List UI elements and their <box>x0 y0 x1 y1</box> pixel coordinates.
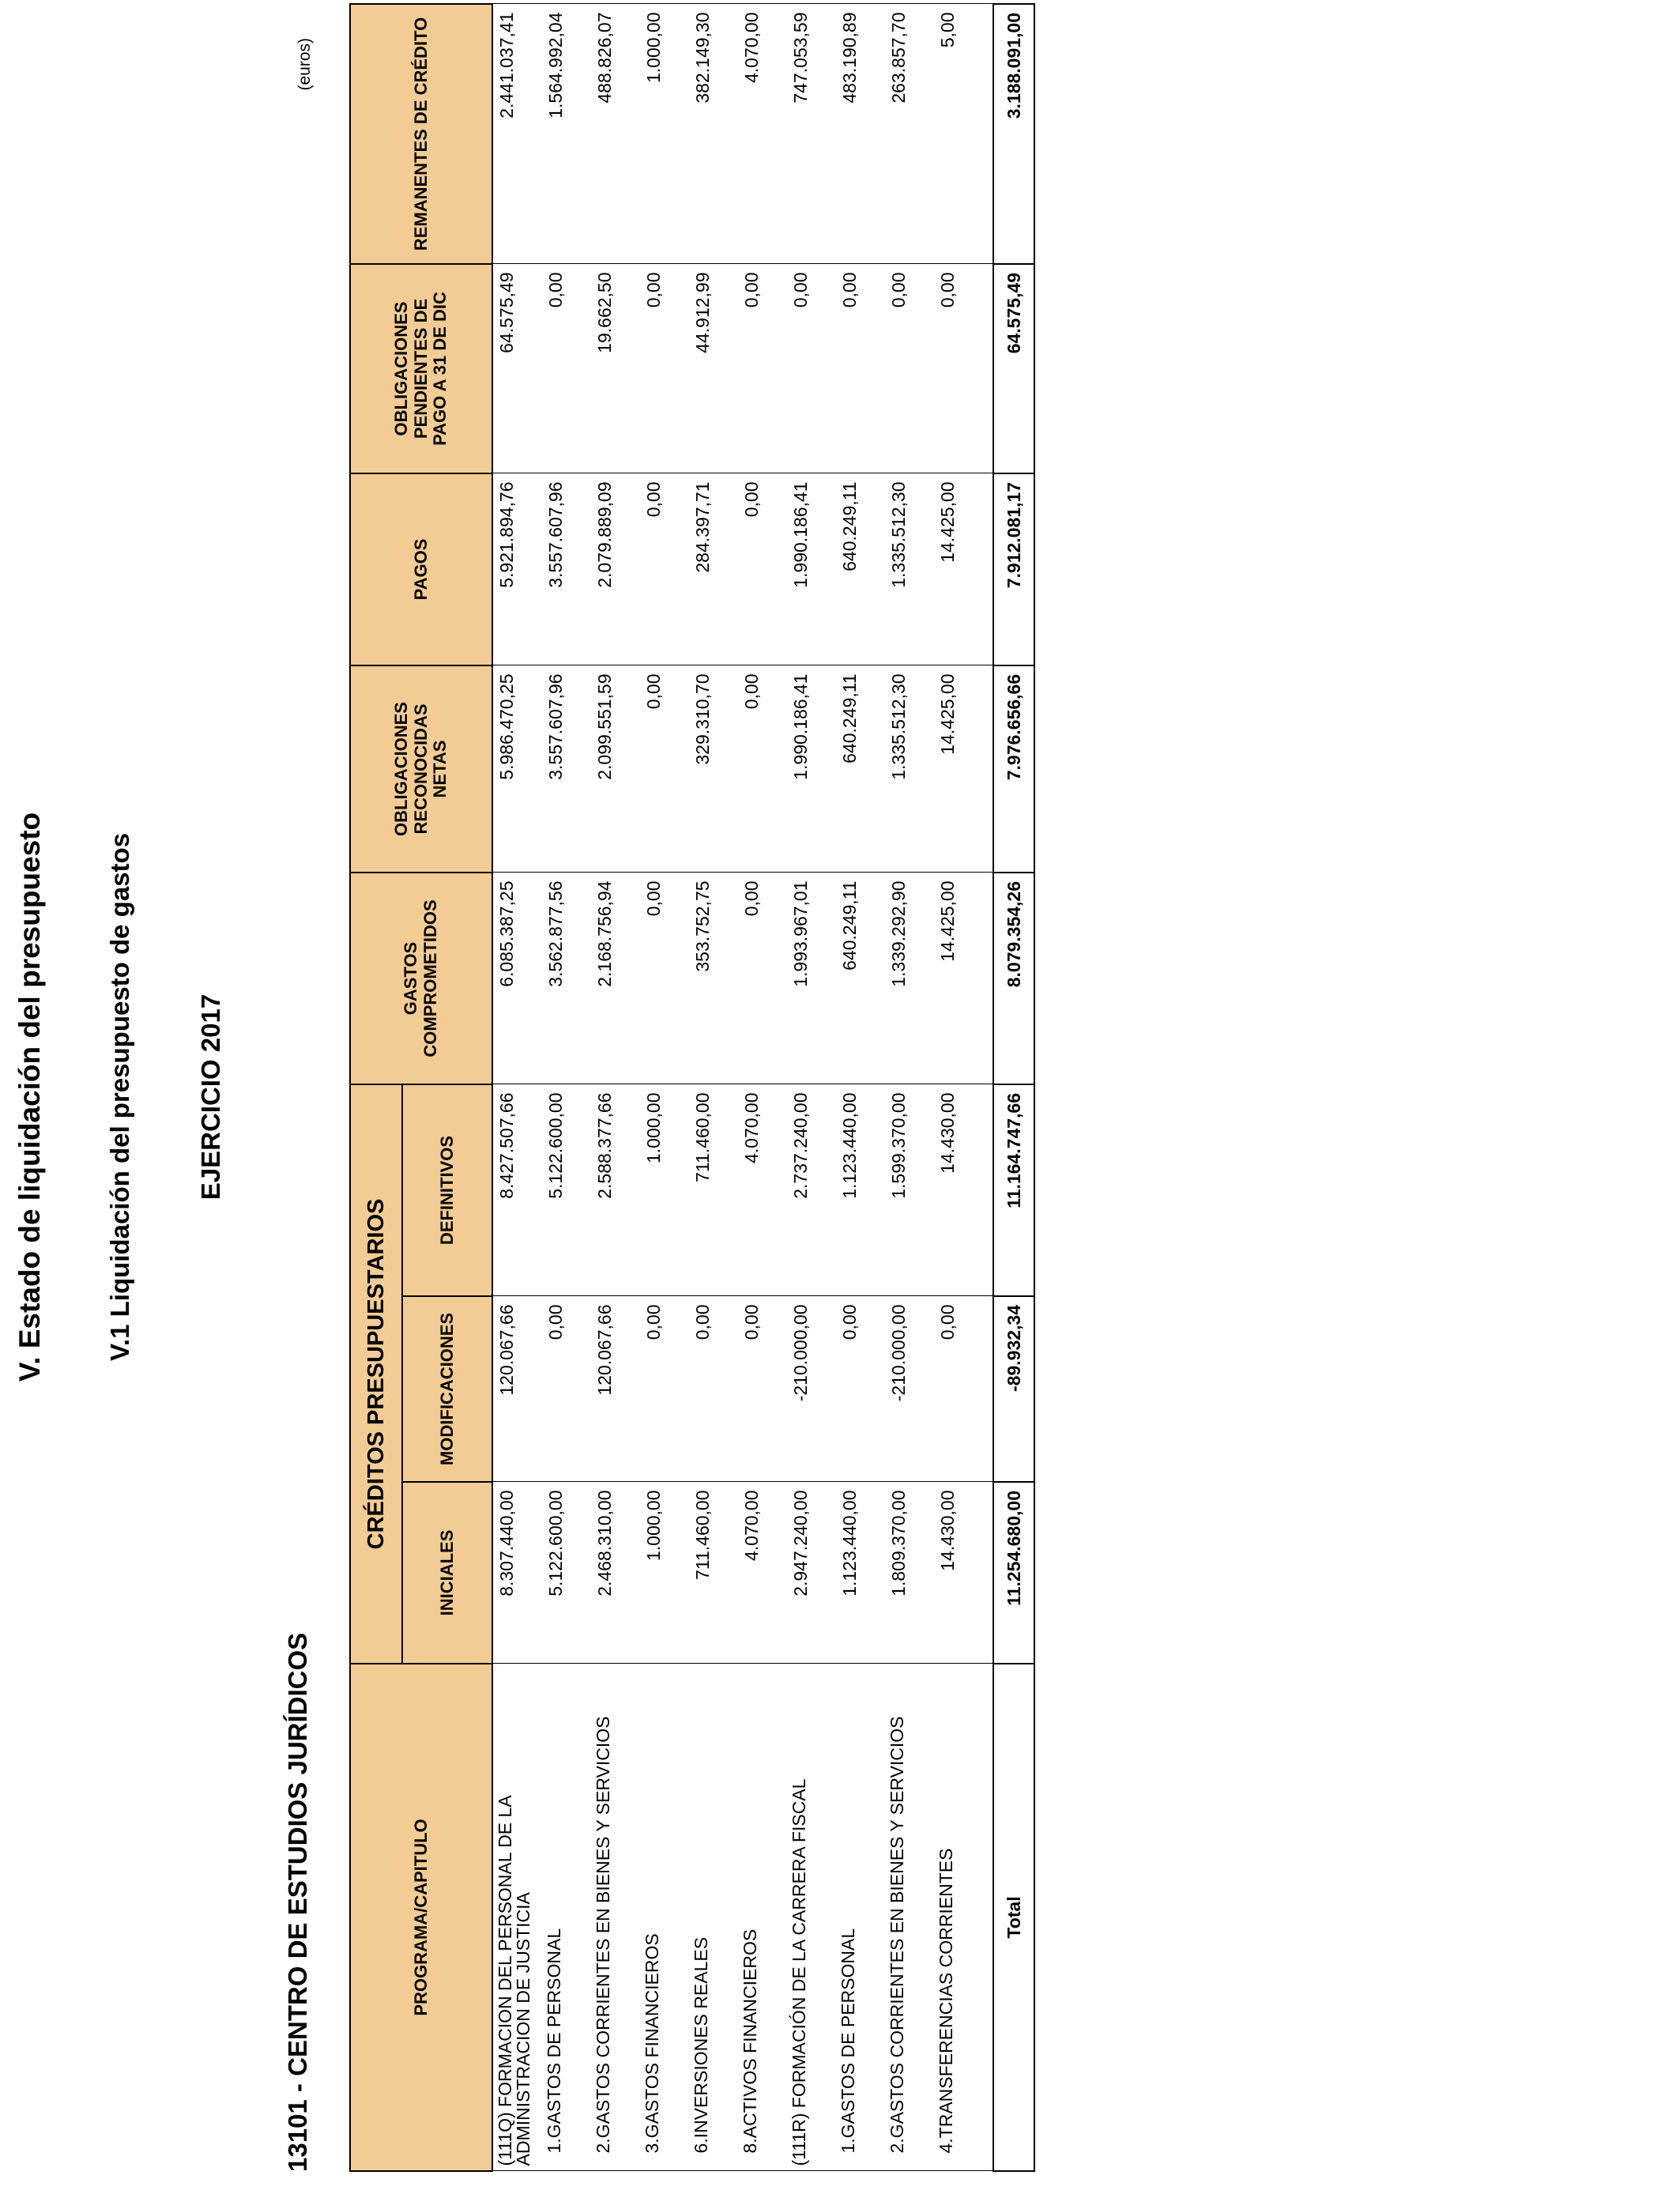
cell-reconocidas: 329.310,70 <box>687 665 736 873</box>
cell-pendientes: 0,00 <box>541 264 590 473</box>
cell-pagos: 5.921.894,76 <box>492 473 541 665</box>
cell-definitivos: 14.430,00 <box>932 1084 993 1296</box>
cell-iniciales: 2.947.240,00 <box>785 1482 834 1664</box>
cell-reconocidas: 14.425,00 <box>932 665 993 873</box>
cell-modificaciones: -210.000,00 <box>883 1296 932 1482</box>
table-row <box>736 4 785 2171</box>
col-header-remanentes: REMANENTES DE CRÉDITO <box>350 4 492 264</box>
col-header-pagos: PAGOS <box>350 473 492 665</box>
total-pagos: 7.912.081,17 <box>993 473 1034 665</box>
cell-iniciales: 2.468.310,00 <box>590 1482 638 1664</box>
cell-remanentes: 1.000,00 <box>638 4 687 264</box>
cell-reconocidas: 0,00 <box>736 665 785 873</box>
cell-comprometidos: 0,00 <box>736 873 785 1084</box>
col-header-reconocidas: OBLIGACIONES RECONOCIDAS NETAS <box>350 665 492 873</box>
total-reconocidas: 7.976.656,66 <box>993 665 1034 873</box>
cell-definitivos: 2.737.240,00 <box>785 1084 834 1296</box>
cell-pendientes: 19.662,50 <box>590 264 638 473</box>
cell-iniciales: 1.123.440,00 <box>834 1482 883 1664</box>
cell-reconocidas: 0,00 <box>638 665 687 873</box>
row-label: 8.ACTIVOS FINANCIEROS <box>736 1664 785 2171</box>
budget-table <box>349 3 1035 2172</box>
table-row <box>541 4 590 2171</box>
cell-pendientes: 0,00 <box>736 264 785 473</box>
total-iniciales: 11.254.680,00 <box>993 1482 1034 1664</box>
cell-pendientes: 0,00 <box>785 264 834 473</box>
cell-pendientes: 0,00 <box>883 264 932 473</box>
cell-pagos: 2.079.889,09 <box>590 473 638 665</box>
cell-modificaciones: 0,00 <box>834 1296 883 1482</box>
cell-comprometidos: 353.752,75 <box>687 873 736 1084</box>
total-row <box>993 4 1034 2171</box>
cell-pagos: 0,00 <box>736 473 785 665</box>
row-label: 4.TRANSFERENCIAS CORRIENTES <box>932 1664 993 2171</box>
cell-iniciales: 711.460,00 <box>687 1482 736 1664</box>
table-footer <box>993 4 1034 2171</box>
cell-modificaciones: 0,00 <box>638 1296 687 1482</box>
table-row <box>834 4 883 2171</box>
table-row <box>883 4 932 2171</box>
cell-pendientes: 64.575,49 <box>492 264 541 473</box>
cell-comprometidos: 6.085.387,25 <box>492 873 541 1084</box>
cell-modificaciones: 0,00 <box>736 1296 785 1482</box>
cell-iniciales: 4.070,00 <box>736 1482 785 1664</box>
row-label: 2.GASTOS CORRIENTES EN BIENES Y SERVICIOS <box>883 1664 932 2171</box>
cell-comprometidos: 1.993.967,01 <box>785 873 834 1084</box>
cell-comprometidos: 2.168.756,94 <box>590 873 638 1084</box>
cell-reconocidas: 1.335.512,30 <box>883 665 932 873</box>
cell-remanentes: 488.826,07 <box>590 4 638 264</box>
table-row <box>785 4 834 2171</box>
cell-iniciales: 5.122.600,00 <box>541 1482 590 1664</box>
cell-definitivos: 1.123.440,00 <box>834 1084 883 1296</box>
cell-modificaciones: 0,00 <box>541 1296 590 1482</box>
cell-remanentes: 747.053,59 <box>785 4 834 264</box>
total-label: Total <box>993 1664 1034 2171</box>
cell-pendientes: 0,00 <box>932 264 993 473</box>
cell-modificaciones: 120.067,66 <box>492 1296 541 1482</box>
main-title: V. Estado de liquidación del presupuesto <box>13 812 46 1382</box>
cell-pagos: 1.990.186,41 <box>785 473 834 665</box>
table-header <box>350 4 492 2171</box>
cell-reconocidas: 1.990.186,41 <box>785 665 834 873</box>
col-header-comprometidos: GASTOS COMPROMETIDOS <box>350 873 492 1084</box>
cell-pagos: 3.557.607,96 <box>541 473 590 665</box>
entity-name: 13101 - CENTRO DE ESTUDIOS JURÍDICOS <box>283 1632 312 2172</box>
col-header-programa: PROGRAMA/CAPITULO <box>350 1664 492 2171</box>
table-row <box>687 4 736 2171</box>
cell-iniciales: 1.000,00 <box>638 1482 687 1664</box>
col-header-definitivos: DEFINITIVOS <box>402 1084 492 1296</box>
table-row <box>932 4 993 2171</box>
cell-comprometidos: 640.249,11 <box>834 873 883 1084</box>
cell-comprometidos: 1.339.292,90 <box>883 873 932 1084</box>
table-row <box>590 4 638 2171</box>
row-label: 6.INVERSIONES REALES <box>687 1664 736 2171</box>
cell-definitivos: 2.588.377,66 <box>590 1084 638 1296</box>
cell-remanentes: 1.564.992,04 <box>541 4 590 264</box>
cell-iniciales: 1.809.370,00 <box>883 1482 932 1664</box>
cell-reconocidas: 2.099.551,59 <box>590 665 638 873</box>
table-row <box>638 4 687 2171</box>
cell-remanentes: 382.149,30 <box>687 4 736 264</box>
cell-pagos: 14.425,00 <box>932 473 993 665</box>
cell-pagos: 640.249,11 <box>834 473 883 665</box>
total-pendientes: 64.575,49 <box>993 264 1034 473</box>
cell-definitivos: 1.599.370,00 <box>883 1084 932 1296</box>
total-remanentes: 3.188.091,00 <box>993 4 1034 264</box>
row-label: 2.GASTOS CORRIENTES EN BIENES Y SERVICIOS <box>590 1664 638 2171</box>
cell-definitivos: 8.427.507,66 <box>492 1084 541 1296</box>
total-comprometidos: 8.079.354,26 <box>993 873 1034 1084</box>
cell-pendientes: 44.912,99 <box>687 264 736 473</box>
cell-remanentes: 5,00 <box>932 4 993 264</box>
cell-comprometidos: 3.562.877,56 <box>541 873 590 1084</box>
table-row <box>492 4 541 2171</box>
cell-modificaciones: -210.000,00 <box>785 1296 834 1482</box>
cell-definitivos: 1.000,00 <box>638 1084 687 1296</box>
cell-pagos: 0,00 <box>638 473 687 665</box>
cell-definitivos: 711.460,00 <box>687 1084 736 1296</box>
fiscal-year: EJERCICIO 2017 <box>196 993 225 1201</box>
total-definitivos: 11.164.747,66 <box>993 1084 1034 1296</box>
col-header-iniciales: INICIALES <box>402 1482 492 1664</box>
total-modificaciones: -89.932,34 <box>993 1296 1034 1482</box>
cell-reconocidas: 640.249,11 <box>834 665 883 873</box>
cell-comprometidos: 0,00 <box>638 873 687 1084</box>
cell-definitivos: 4.070,00 <box>736 1084 785 1296</box>
cell-reconocidas: 3.557.607,96 <box>541 665 590 873</box>
cell-pagos: 1.335.512,30 <box>883 473 932 665</box>
table-body <box>492 4 993 2171</box>
cell-pendientes: 0,00 <box>638 264 687 473</box>
cell-iniciales: 8.307.440,00 <box>492 1482 541 1664</box>
cell-remanentes: 483.190,89 <box>834 4 883 264</box>
cell-pagos: 284.397,71 <box>687 473 736 665</box>
row-label: 1.GASTOS DE PERSONAL <box>541 1664 590 2171</box>
row-label: 3.GASTOS FINANCIEROS <box>638 1664 687 2171</box>
cell-modificaciones: 0,00 <box>687 1296 736 1482</box>
row-label: 1.GASTOS DE PERSONAL <box>834 1664 883 2171</box>
cell-remanentes: 4.070,00 <box>736 4 785 264</box>
col-header-pendientes: OBLIGACIONES PENDIENTES DE PAGO A 31 DE DIC <box>350 264 492 473</box>
cell-definitivos: 5.122.600,00 <box>541 1084 590 1296</box>
row-label: (111R) FORMACIÓN DE LA CARRERA FISCAL <box>785 1664 834 2171</box>
cell-remanentes: 263.857,70 <box>883 4 932 264</box>
cell-modificaciones: 0,00 <box>932 1296 993 1482</box>
cell-iniciales: 14.430,00 <box>932 1482 993 1664</box>
col-header-modificaciones: MODIFICACIONES <box>402 1296 492 1482</box>
cell-reconocidas: 5.986.470,25 <box>492 665 541 873</box>
row-label: (111Q) FORMACION DEL PERSONAL DE LA ADMINISTRACION DE JUSTICIA <box>492 1664 541 2171</box>
cell-modificaciones: 120.067,66 <box>590 1296 638 1482</box>
group-header-creditos: CRÉDITOS PRESUPUESTARIOS <box>350 1084 402 1664</box>
cell-comprometidos: 14.425,00 <box>932 873 993 1084</box>
cell-remanentes: 2.441.037,41 <box>492 4 541 264</box>
units-label: (euros) <box>296 38 314 91</box>
cell-pendientes: 0,00 <box>834 264 883 473</box>
subtitle: V.1 Liquidación del presupuesto de gastos <box>105 832 134 1362</box>
